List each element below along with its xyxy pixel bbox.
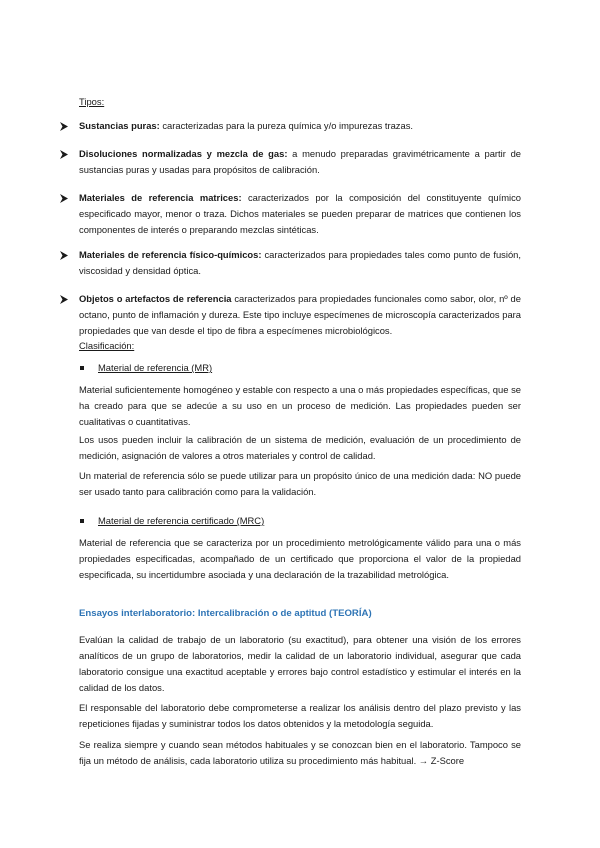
type-term: Materiales de referencia físico-químicos: [79, 249, 262, 260]
arrow-bullet-icon [60, 122, 68, 131]
mr-paragraph-1: Material suficientemente homogéneo y estable con respecto a una o más propiedades específicas, que se ha creado para que se adecúe a su uso en un proceso de medición. Las propiedades pueden ser cualitativas o cuantitativas. [79, 384, 521, 427]
type-term: Materiales de referencia matrices: [79, 192, 242, 203]
mr-title: Material de referencia (MR) [98, 362, 213, 373]
type-term: Objetos o artefactos de referencia [79, 293, 232, 304]
clasificacion-label: Clasificación: [79, 340, 135, 351]
type-text: caracterizadas para la pureza química y/o impurezas trazas. [159, 120, 414, 131]
type-item [79, 190, 521, 238]
arrow-bullet-icon [60, 194, 68, 203]
type-term: Sustancias puras: [79, 120, 160, 131]
type-item [79, 146, 521, 178]
type-item [79, 247, 521, 279]
type-term: Disoluciones normalizadas y mezcla de gas: [79, 148, 288, 159]
mr-paragraph-2: Los usos pueden incluir la calibración de un sistema de medición, evaluación de un procedimiento de medición, asignación de valores a otros materiales y control de calidad. [79, 434, 521, 461]
mrc-paragraph-1: Material de referencia que se caracteriza por un procedimiento metrológicamente válido para una o más propiedades especificadas, acompañado de un certificado que proporciona el valor de la propiedad especificada, su incertidumbre asociada y una declaración de la trazabilidad metrológica. [79, 537, 521, 580]
type-item [79, 291, 521, 339]
section-paragraph: Se realiza siempre y cuando sean métodos habituales y se conozcan bien en el laboratorio. Tampoco se fija un método de análisis, cada laboratorio utiliza su procedimiento más habitual. → Z-Score [79, 739, 521, 766]
section-paragraph: Evalúan la calidad de trabajo de un laboratorio (su exactitud), para obtener una visión de los errores analíticos de un grupo de laboratorios, medir la calidad de un laboratorio individual, asegurar que cada laboratorio consigue una exactitud aceptable y errores bajo control estadístico y estimular el interés en la calidad de los datos. [79, 634, 521, 693]
arrow-bullet-icon [60, 150, 68, 159]
square-bullet-icon [80, 366, 84, 370]
arrow-bullet-icon [60, 251, 68, 260]
section-heading: Ensayos interlaboratorio: Intercalibración o de aptitud (TEORÍA) [79, 608, 372, 619]
arrow-bullet-icon [60, 295, 68, 304]
type-text: a menudo preparadas gravimétricamente a partir de sustancias puras y usadas para propósitos de calibración. [79, 148, 521, 175]
square-bullet-icon [80, 519, 84, 523]
tipos-label: Tipos: [79, 96, 105, 107]
type-text: caracterizados para propiedades tales como punto de fusión, viscosidad y densidad óptica. [79, 249, 521, 276]
mrc-title: Material de referencia certificado (MRC) [98, 515, 265, 526]
section-paragraph: El responsable del laboratorio debe comprometerse a realizar los análisis dentro del plazo previsto y las repeticiones fijadas y suministrar todos los datos obtenidos y la metodología seguida. [79, 702, 521, 729]
type-text: caracterizados por la composición del constituyente químico especificado mayor, menor o traza. Dichos materiales se pueden preparar de matrices que contienen los componentes de interés o preparando mezclas sintéticas. [79, 192, 522, 235]
type-text: caracterizados para propiedades funcionales como sabor, olor, nº de octano, punto de inflamación y dureza. Este tipo incluye especímenes de microscopía caracterizados para propiedades que van desde el tipo de fibra a especímenes microbiológicos. [79, 293, 521, 336]
mr-paragraph-3: Un material de referencia sólo se puede utilizar para un propósito único de una medición dada: NO puede ser usado tanto para calibración como para la validación. [79, 470, 521, 497]
type-item [79, 118, 521, 134]
